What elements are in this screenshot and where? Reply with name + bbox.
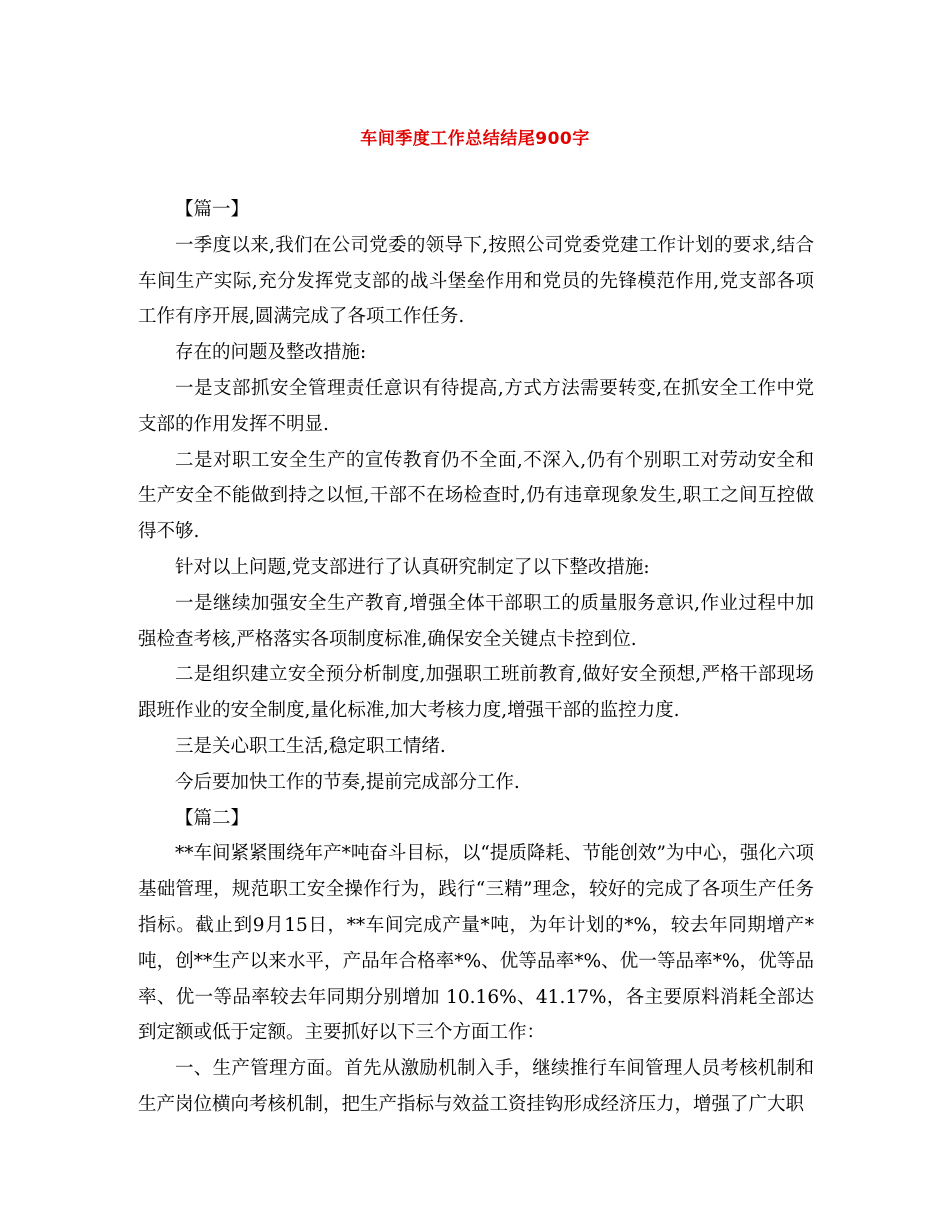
paragraph-intro: 一季度以来,我们在公司党委的领导下,按照公司党委党建工作计划的要求,结合车间生产实际,充分发挥党支部的战斗堡垒作用和党员的先锋模范作用,党支部各项工作有序开展,圆满完成了各项工作任务. bbox=[138, 234, 814, 328]
paragraph-problem-1: 一是支部抓安全管理责任意识有待提高,方式方法需要转变,在抓安全工作中党支部的作用发挥不明显. bbox=[138, 377, 814, 435]
paragraph-section2-summary: **车间紧紧围绕年产*吨奋斗目标，以“提质降耗、节能创效”为中心，强化六项基础管理，规范职工安全操作行为，践行“三精”理念，较好的完成了各项生产任务指标。截止到9月15日，**车间完成产量*吨，为年计划的*%，较去年同期增产*吨，创**生产以来水平，产品年合格率*%、优等品率*%、优一等品率*%，优等品率、优一等品率较去年同期分别增加 10.16%、41.17%，各主要原料消耗全部达到定额或低于定额。主要抓好以下三个方面工作： bbox=[138, 843, 814, 1044]
document-body bbox=[138, 192, 814, 1123]
paragraph-measure-2: 二是组织建立安全预分析制度,加强职工班前教育,做好安全预想,严格干部现场跟班作业的安全制度,量化标准,加大考核力度,增强干部的监控力度. bbox=[138, 664, 814, 722]
paragraph-problem-2: 二是对职工安全生产的宣传教育仍不全面,不深入,仍有个别职工对劳动安全和生产安全不能做到持之以恒,干部不在场检查时,仍有违章现象发生,职工之间互控做得不够. bbox=[138, 449, 814, 543]
paragraph-measure-1: 一是继续加强安全生产教育,增强全体干部职工的质量服务意识,作业过程中加强检查考核,严格落实各项制度标准,确保安全关键点卡控到位. bbox=[138, 592, 814, 650]
paragraph-measure-3: 三是关心职工生活,稳定职工情绪. bbox=[175, 735, 446, 757]
section-heading-2: 【篇二】 bbox=[175, 807, 250, 829]
paragraph-conclusion: 今后要加快工作的节奏,提前完成部分工作. bbox=[175, 771, 520, 793]
document-title: 车间季度工作总结结尾900字 bbox=[360, 129, 590, 149]
paragraph-production-management: 一、生产管理方面。首先从激励机制入手，继续推行车间管理人员考核机制和生产岗位横向考核机制，把生产指标与效益工资挂钩形成经济压力，增强了广大职 bbox=[138, 1058, 814, 1115]
paragraph-measures-heading: 针对以上问题,党支部进行了认真研究制定了以下整改措施: bbox=[175, 556, 650, 578]
section-heading-1: 【篇一】 bbox=[175, 199, 250, 220]
paragraph-problems-heading: 存在的问题及整改措施: bbox=[175, 342, 367, 364]
